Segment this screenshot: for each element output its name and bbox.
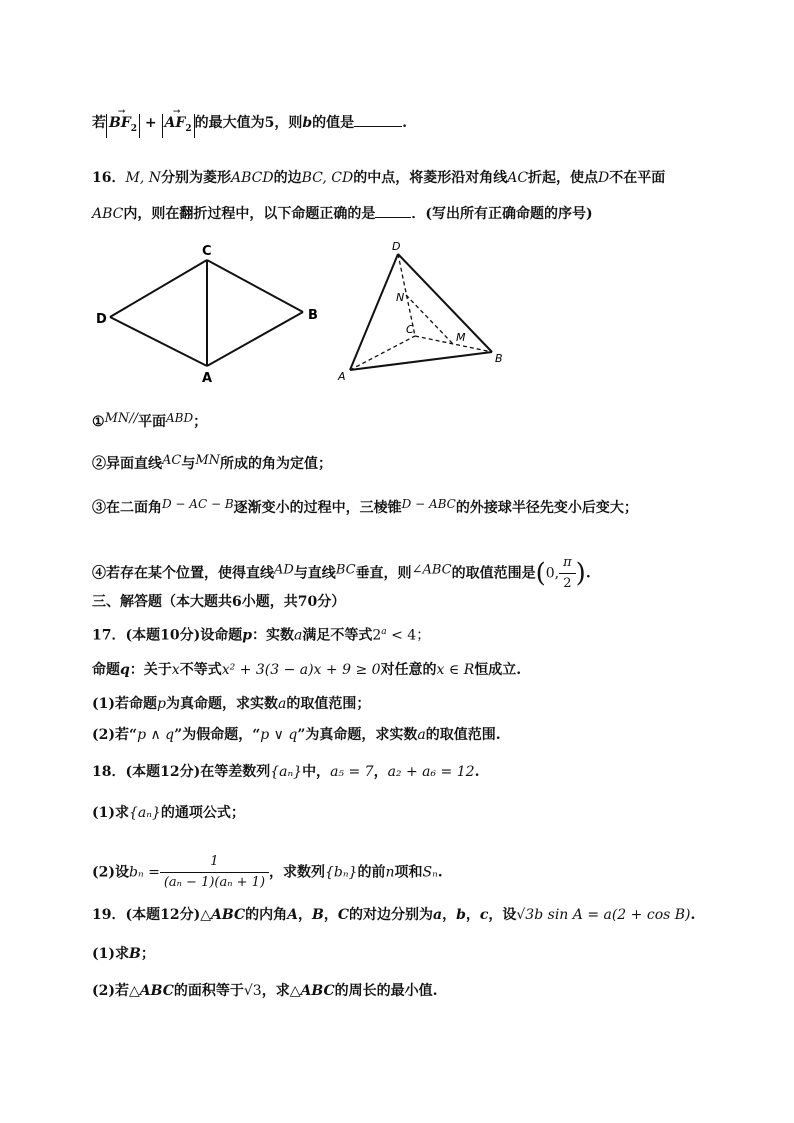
q19-line3 [92, 981, 437, 1001]
q16-line2 [92, 204, 593, 224]
q17-l4-t2: ”为假命题，“ [174, 727, 261, 743]
var-a: a [417, 727, 426, 743]
label-b: B [308, 308, 318, 323]
label-c: C [202, 244, 212, 259]
interval-zero: 0, [545, 565, 560, 582]
vector-bf: → BF [109, 114, 131, 132]
side-b: b [456, 907, 466, 923]
sub-number: (2) [92, 864, 115, 881]
q15-prefix: 若 [92, 115, 106, 131]
label-a: A [338, 370, 346, 383]
exponent-a: a [381, 627, 387, 637]
q19-l3-t3: ，求△ [261, 983, 301, 999]
side-a: a [432, 907, 443, 923]
x-in-r: x ∈ R [436, 662, 475, 678]
sub-number: (1) [92, 946, 115, 962]
fraction-bn [160, 852, 269, 893]
plane-abd: ABD [166, 411, 194, 425]
figure-tetrahedron [330, 238, 520, 388]
mark-1: ① [92, 414, 105, 430]
right-paren: ) [575, 558, 586, 589]
sub-number: (2) [92, 983, 115, 999]
rhombus-abcd: ABCD [230, 170, 274, 186]
line-ac: AC [162, 453, 182, 468]
p4-end: . [585, 565, 591, 582]
inequality-expr: x² + 3(3 − a)x + 9 ≥ 0 [221, 662, 381, 678]
p2-text2: 与 [181, 456, 196, 472]
abs-af2 [162, 114, 195, 138]
p-or-q: p ∨ q [260, 727, 298, 743]
angle-b: B [311, 907, 324, 923]
triangle-abc: ABC [139, 983, 174, 999]
triangle-sign: △ [200, 907, 211, 923]
var-x: x [171, 662, 180, 678]
var-p: p [157, 696, 166, 712]
var-a: a [277, 696, 287, 712]
edge-ab [350, 352, 492, 370]
line-mn: MN [104, 411, 130, 426]
q19-l2-t1: 求 [115, 946, 129, 962]
sub-number: (2) [92, 727, 115, 743]
q19-t4: ，设 [488, 907, 517, 923]
sub-number: (1) [92, 805, 115, 821]
q17-l4-t1: 若“ [115, 727, 138, 743]
p4-text4: 的取值范围是 [451, 565, 536, 582]
eq-a2-a6: a₂ + a₆ = 12 [387, 764, 475, 780]
triangle-abc: ABC [211, 907, 246, 923]
q15-end: . [402, 115, 408, 131]
triangle-abc: ABC [300, 983, 335, 999]
proposition-2 [92, 451, 332, 474]
line-mn: MN [195, 453, 221, 468]
q16-text3: 的中点，将菱形沿对角线 [353, 170, 508, 186]
q19-line2 [92, 944, 155, 964]
edge-cb [207, 260, 303, 312]
diag-ac: AC [507, 170, 529, 186]
q16-text7: ．(写出所有正确命题的序号) [411, 206, 593, 222]
label-b: B [495, 352, 503, 365]
q17-line1 [92, 622, 430, 646]
separator: ， [373, 764, 388, 780]
plane-abc: ABC [92, 206, 124, 222]
point-d: D [598, 170, 610, 186]
question-number: 18． [92, 764, 126, 780]
edge-cd [110, 260, 207, 317]
left-paren: ( [535, 558, 546, 589]
sides-bc-cd: BC, CD [301, 170, 354, 186]
p4-text2: 与直线 [293, 565, 336, 582]
q15-tail: 的值是 [312, 115, 355, 131]
q17-l2-t4: 对任意的 [380, 662, 437, 678]
sep-1: ， [297, 907, 312, 923]
q16-text5: 不在平面 [609, 170, 666, 186]
label-d: D [392, 240, 401, 253]
mark-3: ③ [92, 500, 106, 516]
q19-line1 [92, 905, 695, 925]
q16-text6: 内，则在翻折过程中，以下命题正确的是 [123, 206, 376, 222]
q17-t1: 设命题 [200, 627, 243, 644]
denominator-product: (aₙ − 1)(aₙ + 1) [163, 875, 266, 890]
p-and-q: p ∧ q [137, 727, 175, 743]
sequence-an: {aₙ} [270, 764, 303, 780]
p1-end: ； [193, 414, 208, 430]
q18-t2: 中， [302, 764, 331, 780]
edge-da [110, 317, 207, 366]
q18-l3-t1: 设 [115, 864, 129, 881]
denominator-2: 2 [563, 576, 572, 591]
q17-l2-t3: 不等式 [179, 662, 222, 678]
label-c: C [406, 323, 414, 336]
sub-2: 2 [130, 123, 138, 134]
q19-l2-end: ； [140, 946, 155, 962]
proposition-4 [92, 553, 591, 594]
score: (本题10分) [125, 627, 201, 644]
q19-end: . [690, 907, 696, 923]
numerator-1: 1 [160, 852, 269, 873]
sub-2b: 2 [185, 123, 192, 134]
q15-suffix: 的最大值为5，则 [194, 115, 303, 131]
line-bc: BC [335, 562, 356, 578]
q17-l2-t5: 恒成立. [474, 662, 522, 678]
plus-sign: + [144, 115, 157, 131]
label-a: A [202, 371, 213, 386]
mark-4: ④ [92, 565, 106, 582]
question-number: 16． [92, 170, 126, 186]
q19-l3-t1: 若△ [115, 983, 140, 999]
p2-text3: 所成的角为定值； [220, 456, 333, 472]
q17-line2 [92, 660, 521, 680]
q18-l3-end: . [437, 864, 443, 881]
points-mn: M, N [125, 170, 161, 186]
q16-text2: 的边 [273, 170, 302, 186]
base-2: 2 [372, 627, 382, 644]
q17-l3-t2: 为真命题，求实数 [165, 696, 278, 712]
label-m: M [456, 331, 466, 344]
question-number: 19． [92, 907, 126, 923]
sep-2: ， [323, 907, 338, 923]
fraction-pi-over-2 [559, 553, 576, 594]
edge-da [350, 254, 398, 370]
q18-l3-t3: 的前 [357, 864, 386, 881]
equation-expr: √3b sin A = a(2 + cos B) [516, 907, 691, 923]
angle-abc: ∠ABC [411, 562, 452, 578]
q17-line3 [92, 694, 370, 714]
q19-t3: 的对边分别为 [348, 907, 433, 923]
score: (本题12分) [125, 907, 201, 923]
q18-end: . [474, 764, 480, 780]
var-q: q [120, 662, 130, 678]
p3-text1: 在二面角 [106, 500, 162, 516]
section-heading: 三、解答题（本大题共6小题，共70分） [92, 594, 346, 610]
q18-line1 [92, 762, 479, 782]
proposition-1 [92, 408, 207, 432]
var-p: p [242, 627, 253, 644]
q19-l3-t2: 的面积等于 [173, 983, 244, 999]
sub-number: (1) [92, 696, 115, 712]
q18-line3 [92, 852, 443, 893]
score: (本题12分) [125, 764, 201, 780]
q18-l3-t4: 项和 [394, 864, 423, 881]
q18-line2 [92, 803, 245, 823]
q17-t2: ：实数 [252, 627, 295, 644]
angle-c: C [337, 907, 349, 923]
eq-a5: a₅ = 7 [330, 764, 374, 780]
q18-l2-t2: 的通项公式； [160, 805, 245, 821]
q17-l3-t3: 的取值范围； [286, 696, 371, 712]
q17-l4-t4: 的取值范围. [425, 727, 501, 743]
vector-af: → AF [165, 114, 186, 132]
q19-t2: 的内角 [245, 907, 288, 923]
q17-l2-t2: ：关于 [129, 662, 172, 678]
proposition-3 [92, 494, 638, 518]
dihedral-angle: D − AC − B [162, 497, 234, 511]
answer-blank [375, 205, 411, 218]
sep-3: ， [442, 907, 457, 923]
var-n: n [385, 864, 395, 881]
q17-l4-t3: ”为真命题，求实数 [297, 727, 418, 743]
sep-4: ， [465, 907, 480, 923]
abs-bf2 [106, 114, 140, 138]
q15-line [92, 113, 407, 138]
q17-l3-t1: 若命题 [115, 696, 157, 712]
less-than-4: < 4； [386, 627, 431, 644]
edge-cb-hidden [415, 336, 492, 352]
q17-line4 [92, 725, 501, 745]
sum-sn: Sₙ [422, 864, 438, 881]
q17-l2-t1: 命题 [92, 662, 120, 678]
var-b: b [302, 115, 313, 131]
q16-text4: 折起，使点 [528, 170, 599, 186]
q18-t1: 在等差数列 [200, 764, 271, 780]
q16-line1 [92, 168, 665, 188]
q17-t3: 满足不等式 [302, 627, 373, 644]
p3-text2: 逐渐变小的过程中，三棱锥 [233, 500, 402, 516]
angle-a: A [287, 907, 298, 923]
q18-l3-t2: ，求数列 [269, 864, 326, 881]
var-a: a [294, 627, 303, 644]
answer-blank [354, 114, 402, 127]
sqrt-3: √3 [243, 983, 262, 999]
edge-ba [207, 312, 303, 366]
numerator-pi: π [559, 553, 576, 574]
p3-text3: 的外接球半径先变小后变大； [455, 500, 638, 516]
q18-l2-t1: 求 [115, 805, 129, 821]
pyramid-dabc: D − ABC [401, 497, 456, 511]
bn-equals: bₙ = [129, 864, 160, 881]
label-n: N [396, 291, 405, 304]
p4-text1: 若存在某个位置，使得直线 [106, 565, 274, 582]
q19-l3-t4: 的周长的最小值. [334, 983, 438, 999]
p1-text: 平面 [138, 414, 167, 430]
side-c: c [479, 907, 489, 923]
parallel-sign: // [129, 411, 139, 426]
mark-2: ② [92, 456, 106, 472]
q16-text1: 分别为菱形 [160, 170, 231, 186]
p4-text3: 垂直，则 [355, 565, 412, 582]
sequence-bn: {bₙ} [325, 864, 358, 881]
p2-text1: 异面直线 [106, 456, 162, 472]
figure-rhombus [90, 240, 330, 390]
line-ad: AD [274, 562, 294, 578]
sequence-an: {aₙ} [129, 805, 161, 821]
angle-b: B [129, 946, 141, 962]
question-number: 17． [92, 627, 126, 644]
label-d: D [96, 312, 107, 327]
